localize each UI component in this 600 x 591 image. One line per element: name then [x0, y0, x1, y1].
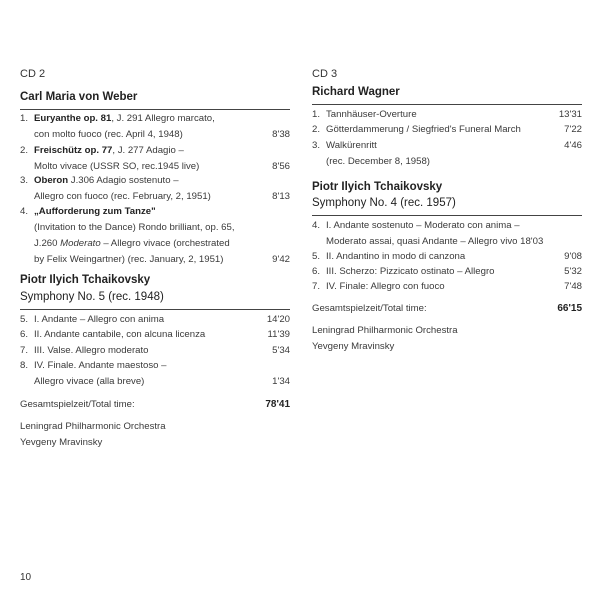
track-row — [312, 218, 582, 250]
track-number: 6. — [20, 329, 29, 340]
track-title: Oberon — [34, 175, 69, 186]
track-row — [20, 111, 290, 143]
track-duration: 5'34 — [272, 345, 290, 356]
cd2-performers — [20, 419, 166, 451]
track-row — [20, 312, 290, 328]
track-number: 2. — [20, 145, 29, 156]
cd3-wagner-divider — [312, 104, 582, 105]
total-time-value: 66'15 — [557, 303, 582, 314]
track-duration: 7'22 — [564, 124, 582, 135]
track-number: 5. — [312, 251, 321, 262]
cd2-tchaikovsky-divider — [20, 309, 290, 310]
track-detail-line2: con molto fuoco (rec. April 4, 1948) — [34, 129, 183, 140]
total-time-label: Gesamtspielzeit/Total time: — [312, 303, 427, 314]
track-title: III. Valse. Allegro moderato — [34, 345, 149, 356]
cd3-tchaikovsky-divider — [312, 215, 582, 216]
track-title: Euryanthe op. 81 — [34, 113, 112, 124]
track-row — [312, 138, 582, 170]
cd3-work-title: Symphony No. 4 (rec. 1957) — [312, 197, 456, 209]
track-duration: 11'39 — [267, 329, 290, 340]
track-number: 3. — [312, 140, 321, 151]
total-time-value: 78'41 — [265, 399, 290, 410]
track-row — [20, 343, 290, 359]
track-number: 1. — [20, 113, 29, 124]
track-title: II. Andantino in modo di canzona — [326, 251, 466, 262]
track-number: 7. — [312, 281, 321, 292]
track-row — [312, 122, 582, 138]
track-detail: J.306 Adagio sostenuto – — [68, 175, 179, 186]
conductor: Yevgeny Mravinsky — [20, 437, 103, 448]
track-number: 3. — [20, 175, 29, 186]
track-duration: 9'08 — [564, 251, 582, 262]
track-detail-line2: Allegro vivace (alla breve) — [34, 376, 145, 387]
cd3-composer-wagner: Richard Wagner — [312, 86, 400, 98]
track-detail-line4: by Felix Weingartner) (rec. January, 2, 1951) — [34, 254, 224, 265]
track-duration: 9'42 — [272, 254, 290, 265]
track-row — [20, 327, 290, 343]
track-duration: 8'38 — [272, 129, 290, 140]
track-detail-line3a: J.260 — [34, 238, 61, 249]
track-title: I. Andante sostenuto – Moderato con anima – — [326, 220, 520, 231]
cd2-total-time — [20, 399, 290, 413]
track-duration: 8'13 — [272, 191, 290, 202]
track-title: II. Andante cantabile, con alcuna licenza — [34, 329, 206, 340]
track-number: 6. — [312, 266, 321, 277]
cd2-composer-tchaikovsky: Piotr Ilyich Tchaikovsky — [20, 274, 151, 286]
track-duration: 1'34 — [272, 376, 290, 387]
cd3-label: CD 3 — [312, 68, 338, 80]
track-detail-line2: Moderato assai, quasi Andante – Allegro vivo 18'03 — [326, 236, 544, 247]
track-number: 2. — [312, 124, 321, 135]
track-detail-line2: (rec. December 8, 1958) — [326, 156, 430, 167]
conductor: Yevgeny Mravinsky — [312, 341, 395, 352]
track-detail-line2: (Invitation to the Dance) Rondo brilliant, op. 65, — [34, 222, 235, 233]
track-row — [20, 143, 290, 175]
track-title: Götterdammerung / Siegfried's Funeral March — [326, 124, 521, 135]
track-number: 7. — [20, 345, 29, 356]
page-number: 10 — [20, 572, 32, 583]
track-duration: 13'31 — [558, 109, 582, 120]
track-detail: , J. 277 Adagio – — [112, 145, 184, 156]
track-duration: 5'32 — [564, 266, 582, 277]
track-number: 4. — [312, 220, 321, 231]
track-number: 8. — [20, 360, 29, 371]
track-row — [312, 264, 582, 280]
track-title: Freischütz op. 77 — [34, 145, 113, 156]
track-detail: , J. 291 Allegro marcato, — [111, 113, 215, 124]
track-title: „Aufforderung zum Tanze" — [34, 206, 156, 217]
cd2-composer-weber: Carl Maria von Weber — [20, 91, 138, 103]
track-duration: 7'48 — [564, 281, 582, 292]
cd3-total-time — [312, 303, 582, 317]
track-row — [312, 249, 582, 265]
track-row — [20, 204, 290, 268]
cd2-label: CD 2 — [20, 68, 46, 80]
track-number: 4. — [20, 206, 29, 217]
track-duration: 8'56 — [272, 161, 290, 172]
cd2-work-title: Symphony No. 5 (rec. 1948) — [20, 291, 164, 303]
cd3-performers — [312, 323, 458, 355]
track-detail-line3b: – Allegro vivace (orchestrated — [100, 238, 230, 249]
track-row — [20, 173, 290, 205]
track-title: III. Scherzo: Pizzicato ostinato – Allegro — [326, 266, 495, 277]
track-row — [312, 107, 582, 123]
track-title: IV. Finale: Allegro con fuoco — [326, 281, 445, 292]
track-number: 1. — [312, 109, 321, 120]
track-row — [312, 279, 582, 295]
cd2-weber-divider — [20, 109, 290, 110]
total-time-label: Gesamtspielzeit/Total time: — [20, 399, 135, 410]
track-detail-line2: Molto vivace (USSR SO, rec.1945 live) — [34, 161, 200, 172]
track-duration: 14'20 — [266, 314, 290, 325]
track-number: 5. — [20, 314, 29, 325]
track-row — [20, 358, 290, 390]
track-duration: 4'46 — [564, 140, 582, 151]
track-title: Tannhäuser-Overture — [326, 109, 417, 120]
track-title: IV. Finale. Andante maestoso – — [34, 360, 167, 371]
orchestra: Leningrad Philharmonic Orchestra — [312, 325, 458, 336]
orchestra: Leningrad Philharmonic Orchestra — [20, 421, 166, 432]
track-detail-line2: Allegro con fuoco (rec. February, 2, 1951) — [34, 191, 211, 202]
track-tempo-italic: Moderato — [60, 238, 101, 249]
track-title: Walkürenritt — [326, 140, 377, 151]
track-title: I. Andante – Allegro con anima — [34, 314, 165, 325]
cd3-composer-tchaikovsky: Piotr Ilyich Tchaikovsky — [312, 181, 443, 193]
